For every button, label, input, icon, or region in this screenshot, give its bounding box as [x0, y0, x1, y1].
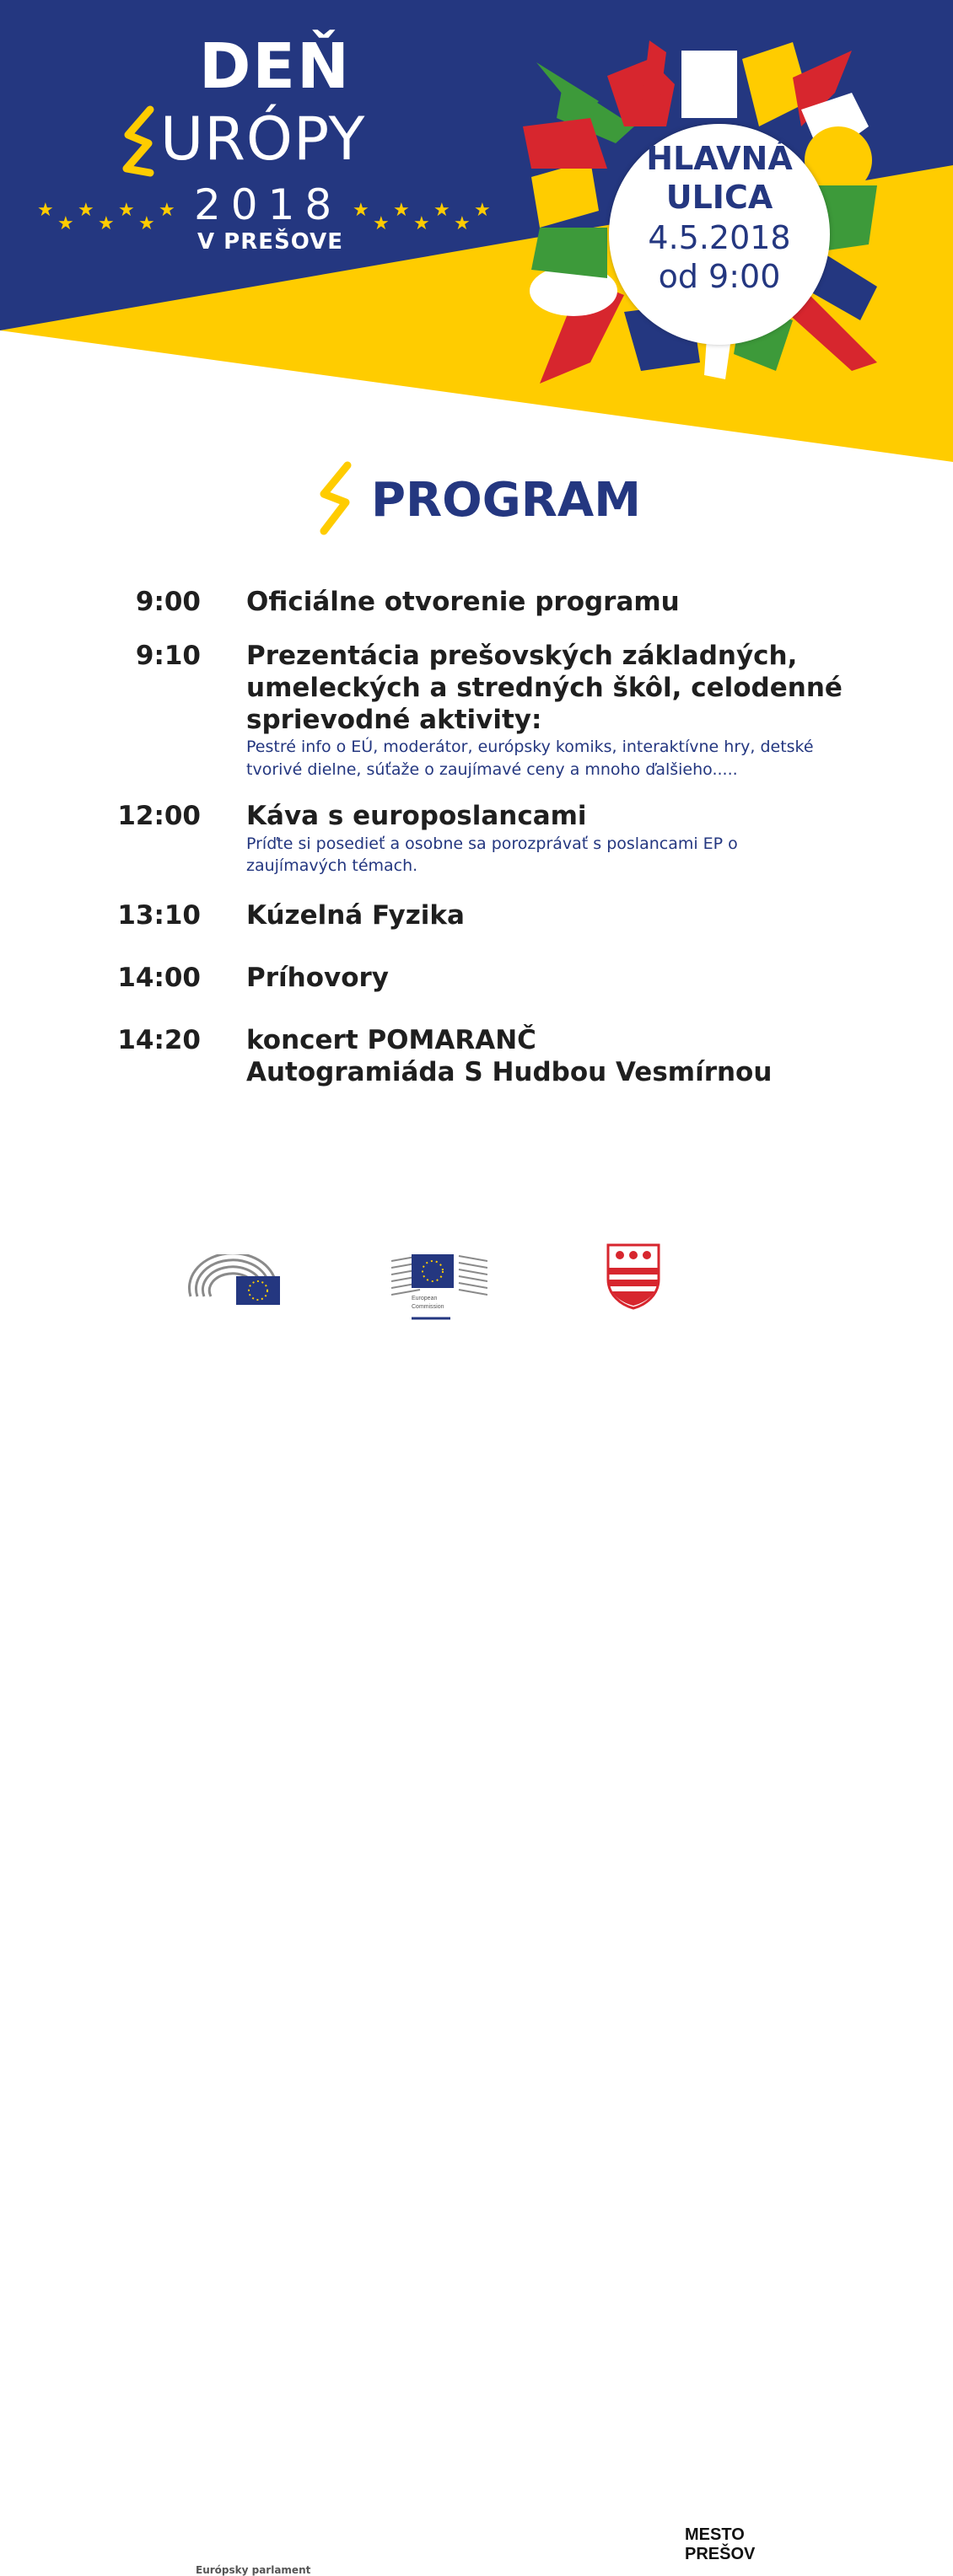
- svg-text:★: ★: [454, 213, 471, 234]
- program-event-block: [246, 1025, 870, 1089]
- program-event-description: Pestré info o EÚ, moderátor, európsky komiks, interaktívne hry, detské tvorivé dielne, súťaže o zaujímavé ceny a mnoho ďalšieho.....: [246, 738, 814, 780]
- program-time: 9:00: [135, 587, 201, 617]
- badge-date: 4.5.2018: [648, 219, 791, 256]
- program-event-title: koncert POMARANČ: [246, 1025, 536, 1055]
- program-heading: PROGRAM: [371, 473, 641, 528]
- program-event-block: [246, 641, 870, 781]
- program-time: 13:10: [117, 900, 201, 931]
- svg-text:★: ★: [159, 200, 175, 221]
- svg-text:★: ★: [57, 213, 74, 234]
- svg-text:★: ★: [373, 213, 390, 234]
- location-badge: [609, 124, 830, 345]
- program-event-description: Príďte si posedieť a osobne sa porozprávať s poslancami EP o zaujímavých témach.: [246, 834, 738, 876]
- svg-text:★: ★: [474, 200, 491, 221]
- title-den: DEŇ: [199, 30, 351, 103]
- title-city: V PREŠOVE: [197, 229, 344, 255]
- program-event-subtitle: Autogramiáda S Hudbou Vesmírnou: [246, 1056, 773, 1087]
- ep-caption: Európsky parlament: [196, 2564, 311, 2576]
- header-banner: [0, 0, 953, 472]
- badge-line-1: HLAVNÁ: [646, 140, 793, 177]
- title-europy: URÓPY: [160, 105, 366, 174]
- svg-text:★: ★: [393, 200, 410, 221]
- program-event-title: Prezentácia prešovských základných, umeleckých a stredných škôl, celodenné sprievodné aktivity:: [246, 641, 843, 735]
- european-parliament-logo: [187, 1254, 282, 1308]
- mesto-line-1: MESTO: [685, 2525, 745, 2544]
- svg-text:★: ★: [413, 213, 430, 234]
- ec-caption-2: Commission: [412, 1304, 444, 1310]
- svg-text:★: ★: [353, 200, 369, 221]
- svg-text:★: ★: [98, 213, 115, 234]
- program-time: 12:00: [117, 801, 201, 831]
- mesto-line-2: PREŠOV: [685, 2545, 756, 2563]
- program-time: 14:20: [117, 1025, 201, 1055]
- program-event-block: [246, 801, 870, 877]
- svg-text:★: ★: [37, 200, 54, 221]
- badge-time: od 9:00: [658, 258, 781, 295]
- title-year: 2018: [194, 180, 342, 229]
- program-event-title: Oficiálne otvorenie programu: [246, 587, 680, 617]
- svg-text:★: ★: [138, 213, 155, 234]
- program-event-title: Príhovory: [246, 963, 390, 993]
- svg-text:★: ★: [118, 200, 135, 221]
- presov-coat-of-arms: [606, 1242, 661, 1310]
- mesto-presov-label: [685, 2525, 755, 2564]
- european-commission-logo: [391, 1244, 487, 1325]
- badge-line-2: ULICA: [665, 179, 773, 216]
- program-event-title: Káva s europoslancami: [246, 801, 587, 831]
- svg-text:★: ★: [433, 200, 450, 221]
- program-e-icon: [317, 460, 359, 541]
- ec-caption-1: European: [412, 1296, 438, 1301]
- program-event-title: Kúzelná Fyzika: [246, 900, 465, 931]
- svg-text:★: ★: [78, 200, 94, 221]
- program-time: 14:00: [117, 963, 201, 993]
- footer-logos: [0, 1254, 953, 2576]
- program-time: 9:10: [135, 641, 201, 671]
